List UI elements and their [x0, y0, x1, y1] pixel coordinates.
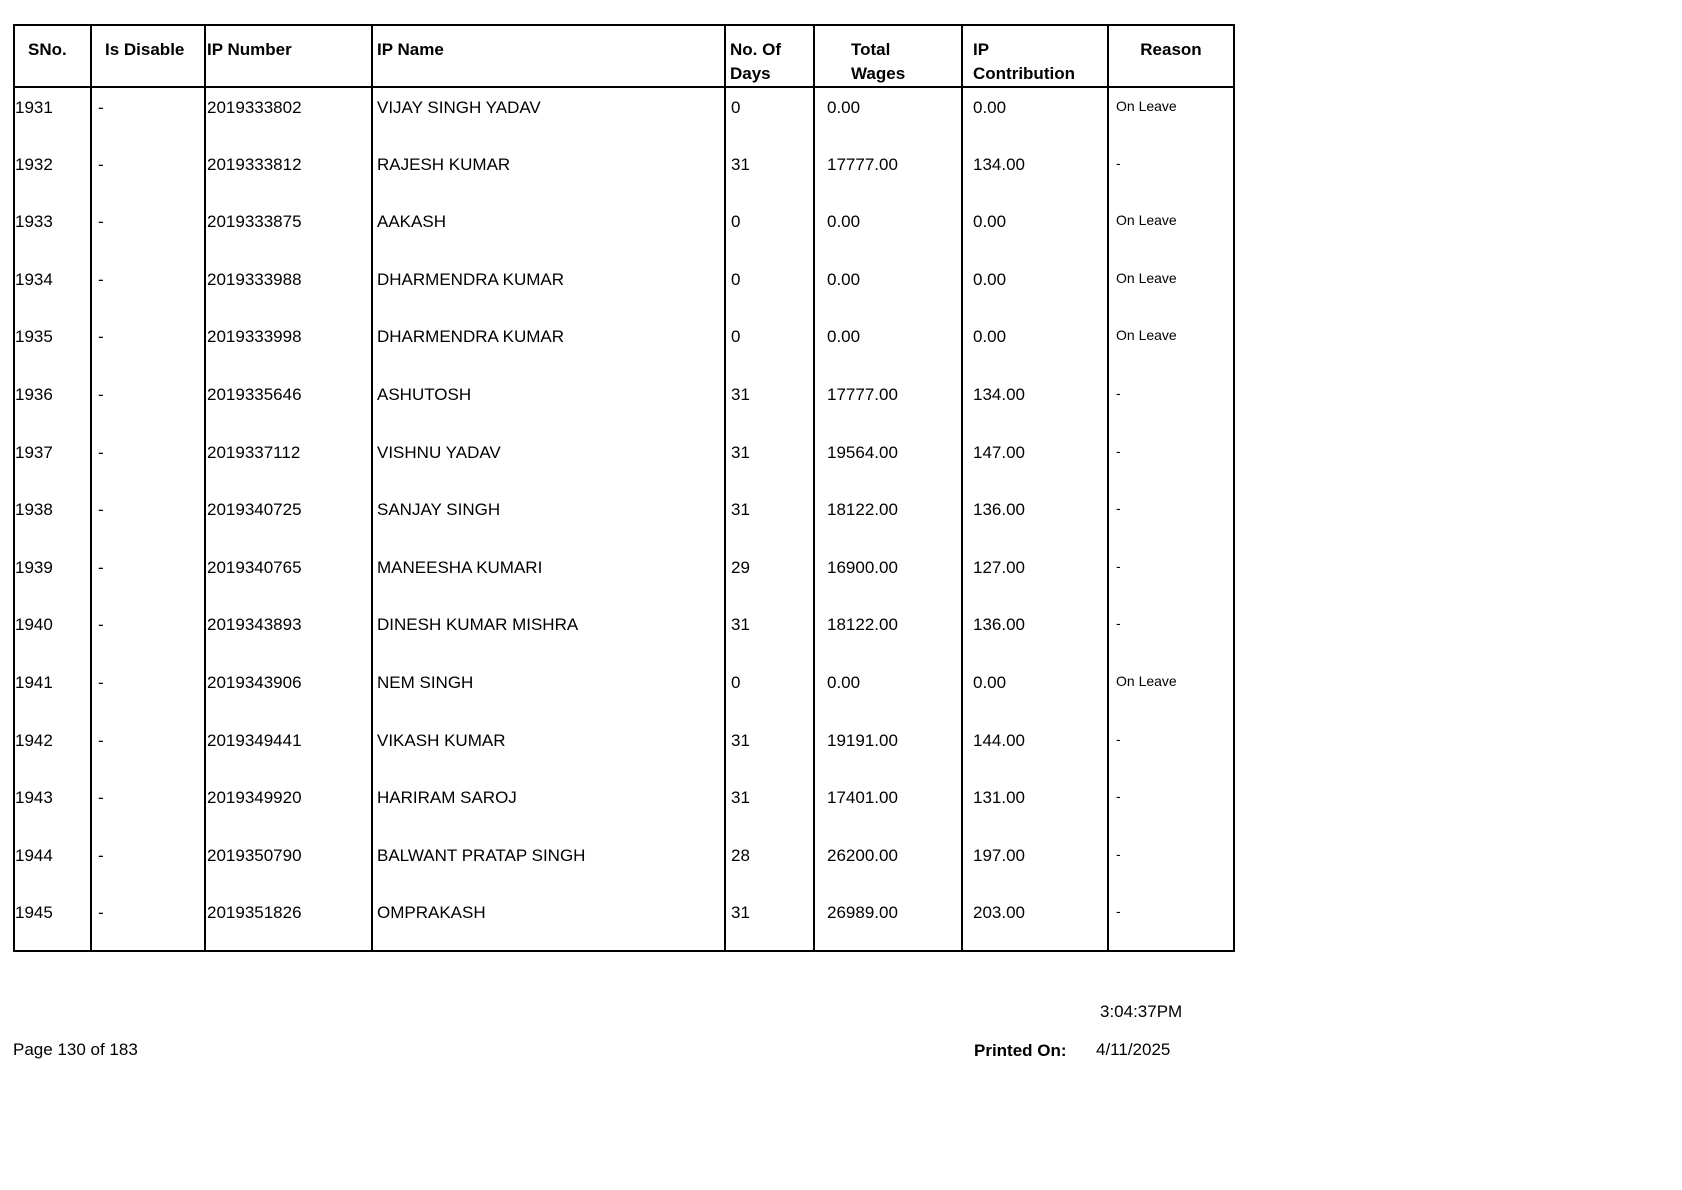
cell-ip-name: SANJAY SINGH [372, 490, 725, 548]
cell-reason: - [1108, 605, 1234, 663]
cell-reason: - [1108, 836, 1234, 894]
cell-ip-contribution: 147.00 [962, 433, 1108, 491]
cell-is-disable: - [91, 721, 205, 779]
cell-reason: On Leave [1108, 663, 1234, 721]
cell-is-disable: - [91, 202, 205, 260]
table-body [14, 87, 1234, 951]
cell-ip-contribution: 136.00 [962, 605, 1108, 663]
table-header [14, 25, 1234, 87]
cell-ip-number: 2019350790 [205, 836, 372, 894]
cell-is-disable: - [91, 260, 205, 318]
printed-time: 3:04:37PM [1100, 1002, 1183, 1021]
header-total-wages: Total Wages [814, 25, 962, 87]
cell-total-wages: 0.00 [814, 260, 962, 318]
cell-ip-contribution: 136.00 [962, 490, 1108, 548]
cell-total-wages: 26989.00 [814, 893, 962, 951]
cell-ip-contribution: 0.00 [962, 260, 1108, 318]
cell-ip-name: HARIRAM SAROJ [372, 778, 725, 836]
cell-reason: - [1108, 490, 1234, 548]
cell-ip-contribution: 0.00 [962, 87, 1108, 145]
cell-sno: 1931 [15, 98, 53, 117]
cell-reason: - [1108, 721, 1234, 779]
cell-is-disable: - [91, 375, 205, 433]
cell-ip-name: DHARMENDRA KUMAR [372, 260, 725, 318]
cell-is-disable: - [91, 893, 205, 951]
cell-total-wages: 0.00 [814, 317, 962, 375]
header-no-of-days: No. Of Days [725, 25, 814, 87]
cell-ip-contribution: 131.00 [962, 778, 1108, 836]
cell-total-wages: 0.00 [814, 202, 962, 260]
cell-total-wages: 19191.00 [814, 721, 962, 779]
cell-ip-number: 2019335646 [205, 375, 372, 433]
cell-no-of-days: 31 [725, 145, 814, 203]
table-row [14, 145, 1234, 203]
cell-sno: 1935 [15, 327, 53, 347]
cell-ip-number: 2019333875 [205, 202, 372, 260]
cell-no-of-days: 31 [725, 721, 814, 779]
table-row [14, 202, 1234, 260]
header-is-disable: Is Disable [91, 25, 205, 87]
cell-ip-contribution: 127.00 [962, 548, 1108, 606]
cell-no-of-days: 0 [725, 663, 814, 721]
cell-ip-name: DINESH KUMAR MISHRA [372, 605, 725, 663]
cell-sno: 1934 [15, 269, 53, 289]
cell-is-disable: - [91, 433, 205, 491]
cell-no-of-days: 28 [725, 836, 814, 894]
cell-ip-name: VISHNU YADAV [372, 433, 725, 491]
cell-no-of-days: 31 [725, 490, 814, 548]
cell-no-of-days: 0 [725, 317, 814, 375]
cell-ip-number: 2019340725 [205, 490, 372, 548]
table-row [14, 778, 1234, 836]
cell-no-of-days: 31 [725, 433, 814, 491]
cell-ip-name: VIKASH KUMAR [372, 721, 725, 779]
cell-reason: - [1108, 893, 1234, 951]
cell-ip-number: 2019343906 [205, 663, 372, 721]
cell-reason: On Leave [1108, 87, 1234, 145]
cell-ip-number: 2019349920 [205, 778, 372, 836]
cell-reason: - [1108, 778, 1234, 836]
cell-reason: - [1108, 433, 1234, 491]
cell-ip-contribution: 144.00 [962, 721, 1108, 779]
cell-reason: On Leave [1108, 202, 1234, 260]
table-row [14, 548, 1234, 606]
cell-is-disable: - [91, 490, 205, 548]
cell-sno: 1944 [15, 845, 53, 865]
cell-is-disable: - [91, 87, 205, 145]
cell-ip-name: BALWANT PRATAP SINGH [372, 836, 725, 894]
cell-ip-name: MANEESHA KUMARI [372, 548, 725, 606]
cell-is-disable: - [91, 836, 205, 894]
cell-no-of-days: 0 [725, 260, 814, 318]
cell-reason: On Leave [1108, 260, 1234, 318]
cell-no-of-days: 31 [725, 778, 814, 836]
printed-on-label: Printed On: [974, 1041, 1067, 1060]
header-sno: SNo. [14, 25, 91, 87]
table-row [14, 490, 1234, 548]
cell-total-wages: 0.00 [814, 663, 962, 721]
cell-total-wages: 16900.00 [814, 548, 962, 606]
cell-ip-name: RAJESH KUMAR [372, 145, 725, 203]
header-ip-number: IP Number [205, 25, 372, 87]
cell-is-disable: - [91, 663, 205, 721]
cell-sno: 1942 [15, 730, 53, 750]
table-row [14, 433, 1234, 491]
cell-sno: 1943 [15, 788, 53, 808]
cell-ip-contribution: 134.00 [962, 145, 1108, 203]
cell-reason: - [1108, 548, 1234, 606]
cell-ip-number: 2019333988 [205, 260, 372, 318]
cell-ip-name: OMPRAKASH [372, 893, 725, 951]
cell-sno: 1938 [15, 500, 53, 520]
cell-total-wages: 26200.00 [814, 836, 962, 894]
header-reason: Reason [1108, 25, 1234, 87]
cell-total-wages: 17401.00 [814, 778, 962, 836]
cell-ip-contribution: 0.00 [962, 317, 1108, 375]
table-row [14, 605, 1234, 663]
cell-is-disable: - [91, 317, 205, 375]
cell-ip-contribution: 203.00 [962, 893, 1108, 951]
table-row [14, 317, 1234, 375]
table-row [14, 87, 1234, 145]
cell-ip-number: 2019340765 [205, 548, 372, 606]
header-ip-name: IP Name [372, 25, 725, 87]
cell-sno: 1940 [15, 615, 53, 635]
cell-total-wages: 18122.00 [814, 490, 962, 548]
cell-is-disable: - [91, 548, 205, 606]
printed-date: 4/11/2025 [1096, 1040, 1171, 1059]
cell-sno: 1939 [15, 557, 53, 577]
cell-total-wages: 0.00 [814, 87, 962, 145]
cell-no-of-days: 31 [725, 375, 814, 433]
cell-sno: 1941 [15, 672, 53, 692]
cell-total-wages: 18122.00 [814, 605, 962, 663]
table-row [14, 893, 1234, 951]
header-ip-contribution: IP Contribution [962, 25, 1108, 87]
cell-total-wages: 17777.00 [814, 145, 962, 203]
contribution-table [13, 24, 1235, 952]
table-row [14, 663, 1234, 721]
cell-no-of-days: 31 [725, 605, 814, 663]
cell-sno: 1937 [15, 442, 53, 462]
cell-ip-contribution: 0.00 [962, 202, 1108, 260]
cell-total-wages: 19564.00 [814, 433, 962, 491]
cell-reason: - [1108, 145, 1234, 203]
cell-ip-number: 2019333812 [205, 145, 372, 203]
cell-is-disable: - [91, 778, 205, 836]
cell-is-disable: - [91, 605, 205, 663]
cell-no-of-days: 0 [725, 87, 814, 145]
cell-is-disable: - [91, 145, 205, 203]
cell-ip-number: 2019333802 [205, 87, 372, 145]
cell-sno: 1932 [15, 154, 53, 174]
cell-ip-number: 2019337112 [205, 433, 372, 491]
cell-ip-contribution: 134.00 [962, 375, 1108, 433]
cell-sno: 1933 [15, 212, 53, 232]
cell-ip-number: 2019333998 [205, 317, 372, 375]
cell-total-wages: 17777.00 [814, 375, 962, 433]
table-row [14, 260, 1234, 318]
cell-sno: 1945 [15, 903, 53, 923]
table-row [14, 375, 1234, 433]
cell-ip-name: VIJAY SINGH YADAV [372, 87, 725, 145]
cell-ip-contribution: 197.00 [962, 836, 1108, 894]
cell-ip-contribution: 0.00 [962, 663, 1108, 721]
cell-no-of-days: 29 [725, 548, 814, 606]
cell-ip-name: AAKASH [372, 202, 725, 260]
cell-ip-number: 2019343893 [205, 605, 372, 663]
cell-ip-name: DHARMENDRA KUMAR [372, 317, 725, 375]
cell-reason: - [1108, 375, 1234, 433]
cell-no-of-days: 0 [725, 202, 814, 260]
cell-ip-name: ASHUTOSH [372, 375, 725, 433]
page-info: Page 130 of 183 [13, 1040, 138, 1059]
table-row [14, 721, 1234, 779]
cell-ip-number: 2019349441 [205, 721, 372, 779]
table-row [14, 836, 1234, 894]
cell-reason: On Leave [1108, 317, 1234, 375]
cell-ip-name: NEM SINGH [372, 663, 725, 721]
cell-no-of-days: 31 [725, 893, 814, 951]
header-row [14, 25, 1234, 87]
cell-sno: 1936 [15, 384, 53, 404]
cell-ip-number: 2019351826 [205, 893, 372, 951]
